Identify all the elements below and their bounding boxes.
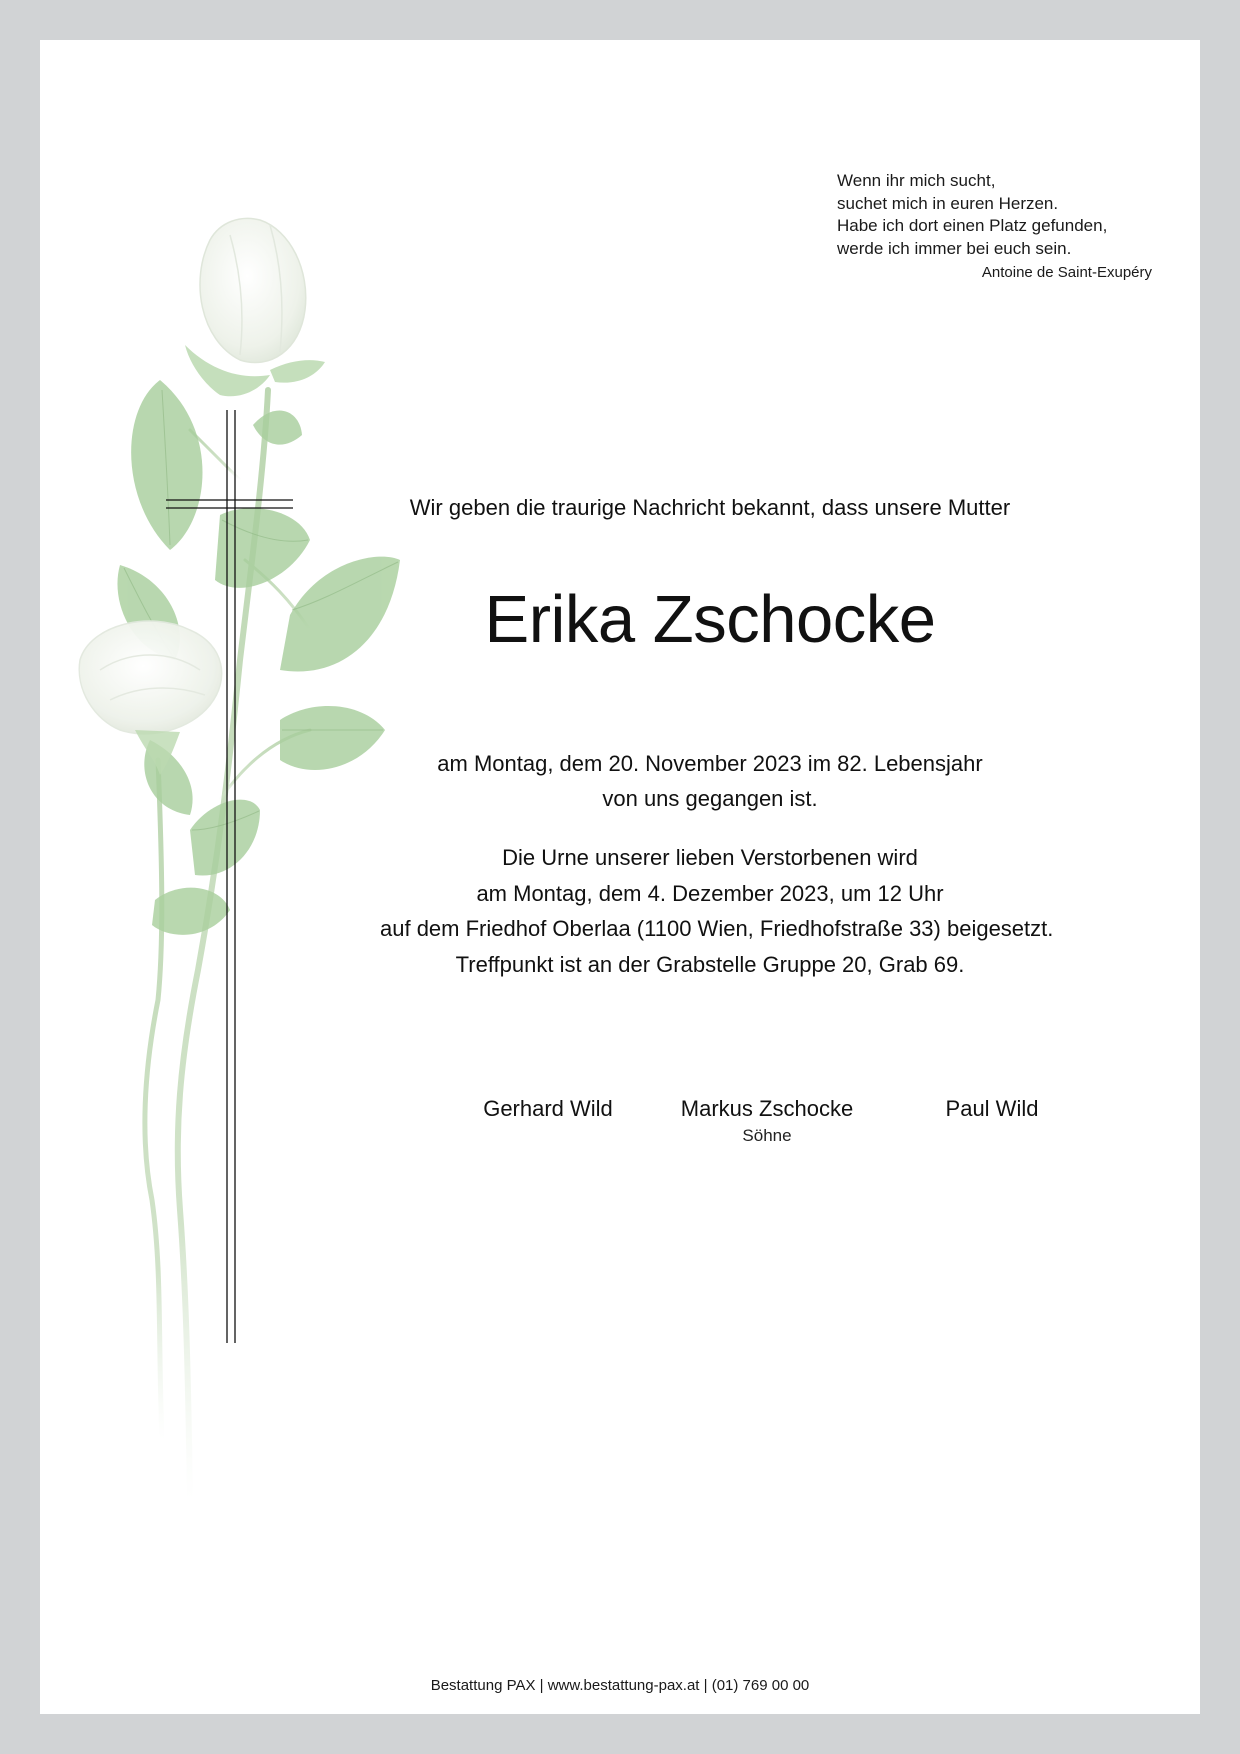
death-line: am Montag, dem 20. November 2023 im 82. Lebensjahr [437,751,983,776]
mourner-relation: Söhne [742,1126,792,1145]
funeral-line: Treffpunkt ist an der Grabstelle Gruppe 20, Grab 69. [455,952,965,978]
quote-line: Habe ich dort einen Platz gefunden, [837,216,1108,235]
funeral-line: Die Urne unserer lieben Verstorbenen wird [502,845,918,870]
mourner-name: Gerhard Wild [483,1096,613,1121]
rose-bud-top [185,218,325,396]
memorial-quote [837,170,1167,285]
death-details [380,746,1040,816]
death-line: von uns gegangen ist. [602,786,818,811]
quote-line: Wenn ihr mich sucht, [837,171,996,190]
funeral-details [380,840,1054,983]
mourner-name: Markus Zschocke [680,1096,854,1121]
funeral-line: am Montag, dem 4. Dezember 2023, um 12 Uhr [476,880,944,906]
funeral-line: auf dem Friedhof Oberlaa (1100 Wien, Friedhofstraße 33) beigesetzt. [380,916,1054,942]
notice-intro: Wir geben die traurige Nachricht bekannt, dass unsere Mutter [409,495,1011,520]
deceased-name: Erika Zschocke [484,582,936,657]
mourner-paul-wild [882,1095,1102,1123]
quote-line: werde ich immer bei euch sein. [837,238,1072,258]
quote-author: Antoine de Saint-Exupéry [981,264,1152,281]
mourner-gerhard-wild [438,1095,658,1123]
mourner-name: Paul Wild [945,1096,1039,1121]
quote-line: suchet mich in euren Herzen. [837,193,1059,213]
funeral-home-footer: Bestattung PAX | www.bestattung-pax.at | (01) 769 00 00 [430,1677,810,1694]
mourner-markus-zschocke [657,1095,877,1147]
obituary-card [40,40,1200,1714]
rose-bloom-lower [79,621,221,775]
